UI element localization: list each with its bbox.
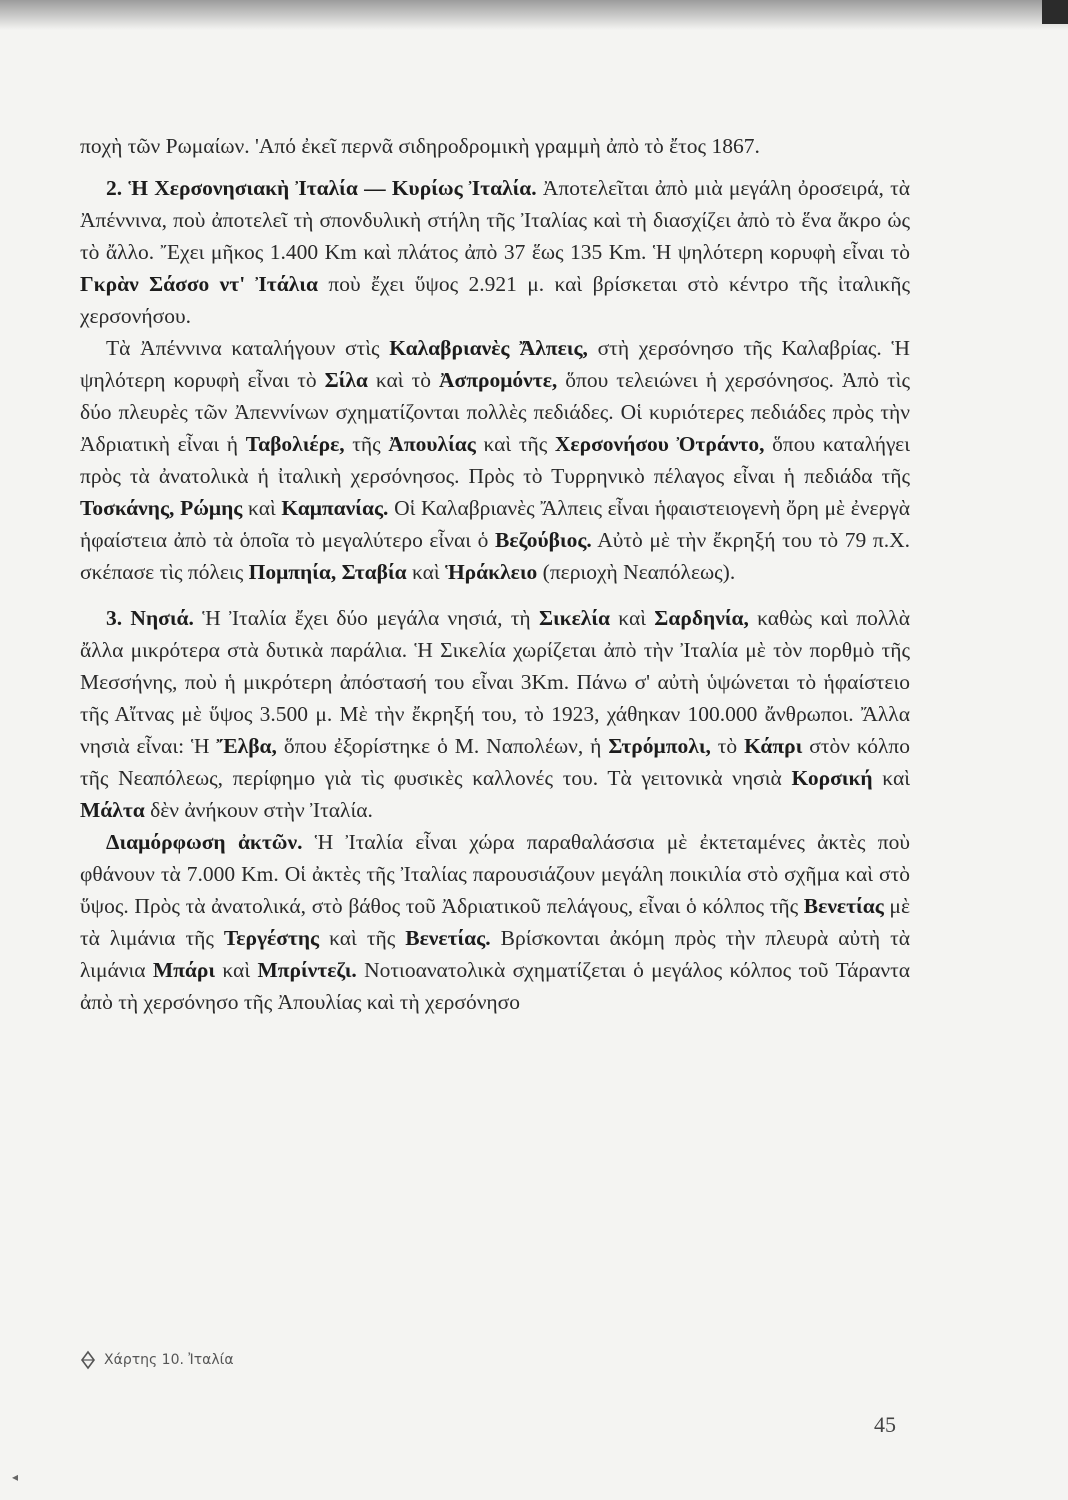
map-caption: Χάρτης 10. Ἰταλία xyxy=(104,1352,234,1368)
section-3-heading: Νησιά. xyxy=(130,606,194,630)
section-3-number: 3. xyxy=(106,606,123,630)
coasts-heading: Διαμόρφωση ἀκτῶν. xyxy=(106,830,303,854)
map-marker-icon xyxy=(80,1350,96,1370)
paragraph-coasts: Διαμόρφωση ἀκτῶν. Ἡ Ἰταλία εἶναι χώρα παραθαλάσσια μὲ ἐκτεταμένες ἀκτὲς ποὺ φθάνουν τὰ 7.000 Km. Οἱ ἀκτὲς τῆς Ἰταλίας παρουσιάζουν μεγάλη ποικιλία στὸ σχῆμα καὶ στὸ ὕψος. Πρὸς τὰ ἀνατολικά, στὸ βάθος τοῦ Ἀδριατικοῦ πελάγους, εἶναι ὁ κόλπος τῆς Βενετίας μὲ τὰ λιμάνια τῆς Τεργέστης καὶ τῆς Βενετίας. Βρίσκονται ἀκόμη πρὸς τὴν πλευρὰ αὐτὴ τὰ λιμάνια Μπάρι καὶ Μπρίντεζι. Νοτιοανατολικὰ σχηματίζεται ὁ μεγάλος κόλπος τοῦ Τάραντα ἀπὸ τὴ χερσόνησο τῆς Ἀπουλίας καὶ τὴ χερσόνησο xyxy=(80,830,911,1014)
page-number: 45 xyxy=(874,1412,896,1437)
map-reference xyxy=(80,1350,234,1370)
section-2: 2. Ἡ Χερσονησιακὴ Ἰταλία — Κυρίως Ἰταλία. Ἀποτελεῖται ἀπὸ μιὰ μεγάλη ὀροσειρά, τὰ Ἀπέννινα, ποὺ ἀποτελεῖ τὴ σπονδυλικὴ στήλη τῆς Ἰταλίας καὶ τὴ διασχίζει ἀπὸ τὸ ἕνα ἄκρο ὡς τὸ ἄλλο. Ἔχει μῆκος 1.400 Km καὶ πλάτος ἀπὸ 37 ἕως 135 Km. Ἡ ψηλότερη κορυφὴ εἶναι τὸ Γκρὰν Σάσσο ντ' Ἰτάλια ποὺ ἔχει ὕψος 2.921 μ. καὶ βρίσκεται στὸ κέντρο τῆς ἰταλικῆς χερσονήσου. xyxy=(80,176,911,328)
scan-corner xyxy=(1042,0,1068,24)
scan-top-shadow xyxy=(0,0,1068,30)
section-3: 3. Νησιά. Ἡ Ἰταλία ἔχει δύο μεγάλα νησιά, τὴ Σικελία καὶ Σαρδηνία, καθὼς καὶ πολλὰ ἄλλα μικρότερα στὰ δυτικὰ παράλια. Ἡ Σικελία χωρίζεται ἀπὸ τὴν Ἰταλία μὲ τὸν πορθμὸ τῆς Μεσσήνης, ποὺ ἡ μικρότερη ἀπόστασή του εἶναι 3Km. Πάνω σ' αὐτὴ ὑψώνεται τὸ ἡφαίστειο τῆς Αἴτνας μὲ ὕψος 3.500 μ. Μὲ τὴν ἔκρηξή του, τὸ 1923, χάθηκαν 100.000 ἄνθρωποι. Ἄλλα νησιὰ εἶναι: Ἡ Ἔλβα, ὅπου ἐξορίστηκε ὁ Μ. Ναπολέων, ἡ Στρόμπολι, τὸ Κάπρι στὸν κόλπο τῆς Νεαπόλεως, περίφημο γιὰ τὶς φυσικὲς καλλονές του. Τὰ γειτονικὰ νησιὰ Κορσική καὶ Μάλτα δὲν ἀνήκουν στὴν Ἰταλία. xyxy=(80,606,911,822)
section-2-heading: Ἡ Χερσονησιακὴ Ἰταλία — Κυρίως Ἰταλία. xyxy=(128,176,537,200)
paragraph-continuation: ποχὴ τῶν Ρωμαίων. 'Από ἐκεῖ περνᾶ σιδηροδρομικὴ γραμμὴ ἀπὸ τὸ ἔτος 1867. xyxy=(80,134,760,158)
paragraph-apennines: Τὰ Ἀπέννινα καταλήγουν στὶς Καλαβριανὲς Ἄλπεις, στὴ χερσόνησο τῆς Καλαβρίας. Ἡ ψηλότερη κορυφὴ εἶναι τὸ Σίλα καὶ τὸ Ἀσπρομόντε, ὅπου τελειώνει ἡ χερσόνησος. Ἀπὸ τὶς δύο πλευρὲς τῶν Ἀπεννίνων σχηματίζονται πολλὲς πεδιάδες. Οἱ κυριότερες πεδιάδες πρὸς τὴν Ἀδριατικὴ εἶναι ἡ Ταβολιέρε, τῆς Ἀπουλίας καὶ τῆς Χερσονήσου Ὀτράντο, ὅπου καταλήγει πρὸς τὰ ἀνατολικὰ ἡ ἰταλικὴ χερσόνησος. Πρὸς τὸ Τυρρηνικὸ πέλαγος εἶναι ἡ πεδιάδα τῆς Τοσκάνης, Ρώμης καὶ Καμπανίας. Οἱ Καλαβριανὲς Ἄλπεις εἶναι ἡφαιστειογενὴ ὄρη μὲ ἐνεργὰ ἡφαίστεια ἀπὸ τὰ ὁποῖα τὸ μεγαλύτερο εἶναι ὁ Βεζούβιος. Αὐτὸ μὲ τὴν ἔκρηξή του τὸ 79 π.Χ. σκέπασε τὶς πόλεις Πομπηία, Σταβία καὶ Ἡράκλειο (περιοχὴ Νεαπόλεως). xyxy=(80,336,910,584)
edge-mark: ◂ xyxy=(12,1470,19,1484)
section-2-number: 2. xyxy=(106,176,123,200)
page-body xyxy=(80,130,910,1018)
